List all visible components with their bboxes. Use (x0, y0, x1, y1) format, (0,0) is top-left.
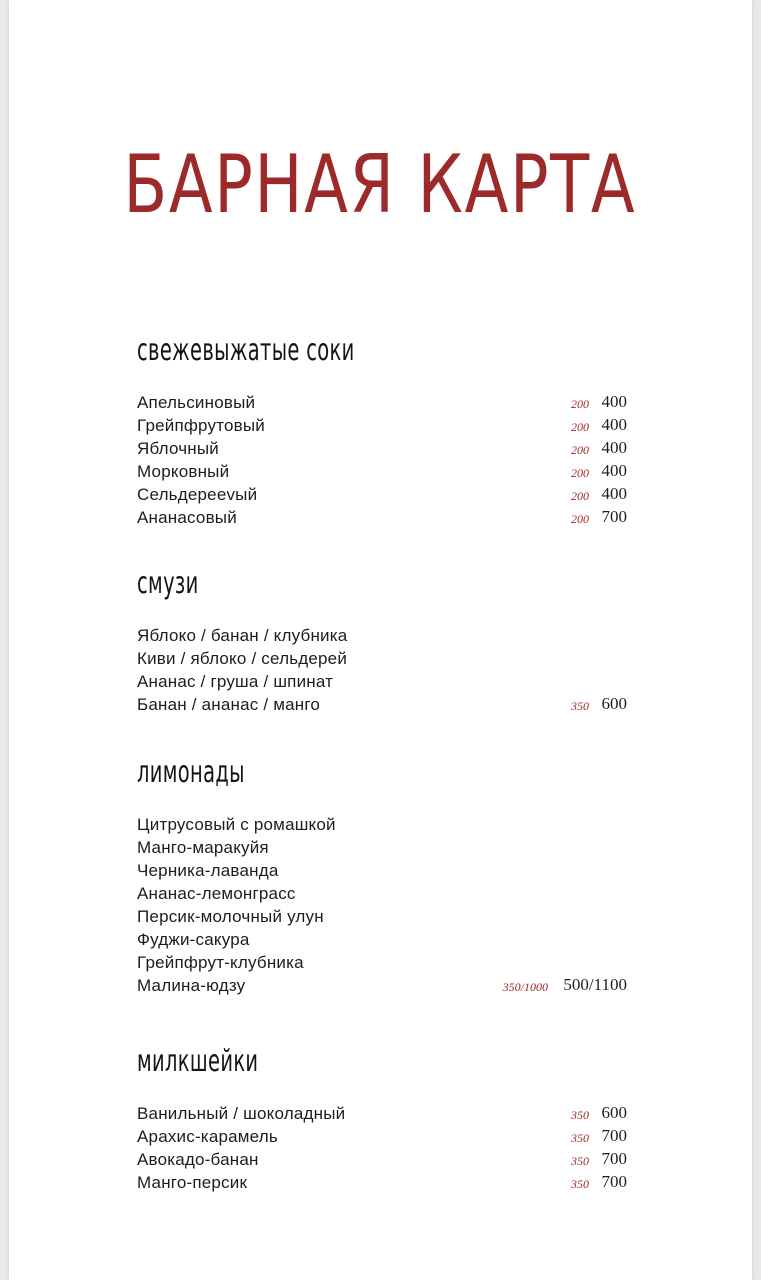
menu-item (137, 859, 627, 882)
menu-item (137, 905, 627, 928)
item-name: Яблочный (137, 439, 220, 458)
section-title: лимонады (137, 755, 245, 790)
item-name: Ананасовый (137, 508, 237, 527)
item-price: 600 (601, 1103, 627, 1122)
item-name: Апельсиновый (137, 393, 256, 412)
item-price: 400 (601, 438, 627, 457)
menu-item (137, 437, 627, 460)
item-volume: 350 (571, 1177, 589, 1191)
section-title: свежевыжатые соки (137, 333, 355, 368)
menu-item (137, 647, 627, 670)
item-price: 400 (601, 484, 627, 503)
item-price: 700 (601, 1149, 627, 1168)
section-fresh-juices (137, 333, 627, 529)
item-volume: 200 (571, 512, 589, 526)
item-name: Арахис-карамель (137, 1127, 278, 1146)
item-volume: 200 (571, 489, 589, 503)
item-volume: 200 (571, 466, 589, 480)
item-volume: 200 (571, 443, 589, 457)
menu-item (137, 974, 627, 997)
item-name: Черника-лаванда (137, 861, 279, 880)
menu-item (137, 951, 627, 974)
item-name: Малина-юдзу (137, 976, 246, 995)
menu-item (137, 483, 627, 506)
page-title: БАРНАЯ КАРТА (123, 138, 637, 231)
item-price: 600 (601, 694, 627, 713)
item-name: Банан / ананас / манго (137, 695, 321, 714)
menu-item (137, 1171, 627, 1194)
menu-item (137, 506, 627, 529)
item-name: Ананас-лемонграсс (137, 884, 296, 903)
menu-item (137, 928, 627, 951)
menu-page (9, 0, 752, 1280)
item-name: Сельдерееvый (137, 485, 258, 504)
item-price: 700 (601, 507, 627, 526)
item-name: Морковный (137, 462, 230, 481)
menu-item (137, 813, 627, 836)
item-name: Грейпфрут-клубника (137, 953, 304, 972)
menu-item (137, 624, 627, 647)
item-name: Манго-маракуйя (137, 838, 269, 857)
section-milkshakes (137, 1044, 627, 1194)
menu-item (137, 1102, 627, 1125)
item-price: 700 (601, 1172, 627, 1191)
item-volume: 350 (571, 1131, 589, 1145)
item-volume: 200 (571, 397, 589, 411)
item-name: Авокадо-банан (137, 1150, 259, 1169)
menu-item (137, 693, 627, 716)
item-name: Фуджи-сакура (137, 930, 250, 949)
item-name: Ананас / груша / шпинат (137, 672, 334, 691)
menu-item (137, 391, 627, 414)
item-price: 700 (601, 1126, 627, 1145)
menu-item (137, 1125, 627, 1148)
section-title: смузи (137, 566, 199, 601)
menu-item (137, 1148, 627, 1171)
menu-item (137, 836, 627, 859)
item-volume: 350 (571, 1154, 589, 1168)
menu-item (137, 414, 627, 437)
menu-item (137, 882, 627, 905)
item-name: Цитрусовый с ромашкой (137, 815, 336, 834)
item-name: Персик-молочный улун (137, 907, 324, 926)
item-price: 500/1100 (563, 975, 627, 994)
item-name: Ванильный / шоколадный (137, 1104, 346, 1123)
item-price: 400 (601, 415, 627, 434)
item-volume: 350/1000 (502, 980, 548, 994)
section-title: милкшейки (137, 1044, 259, 1079)
item-volume: 350 (571, 699, 589, 713)
section-lemonades (137, 755, 627, 997)
item-price: 400 (601, 461, 627, 480)
section-smoothies (137, 566, 627, 716)
menu-item (137, 670, 627, 693)
item-price: 400 (601, 392, 627, 411)
item-name: Манго-персик (137, 1173, 248, 1192)
item-name: Грейпфрутовый (137, 416, 266, 435)
item-name: Яблоко / банан / клубника (137, 626, 348, 645)
item-volume: 350 (571, 1108, 589, 1122)
item-volume: 200 (571, 420, 589, 434)
menu-item (137, 460, 627, 483)
item-name: Киви / яблоко / сельдерей (137, 649, 348, 668)
